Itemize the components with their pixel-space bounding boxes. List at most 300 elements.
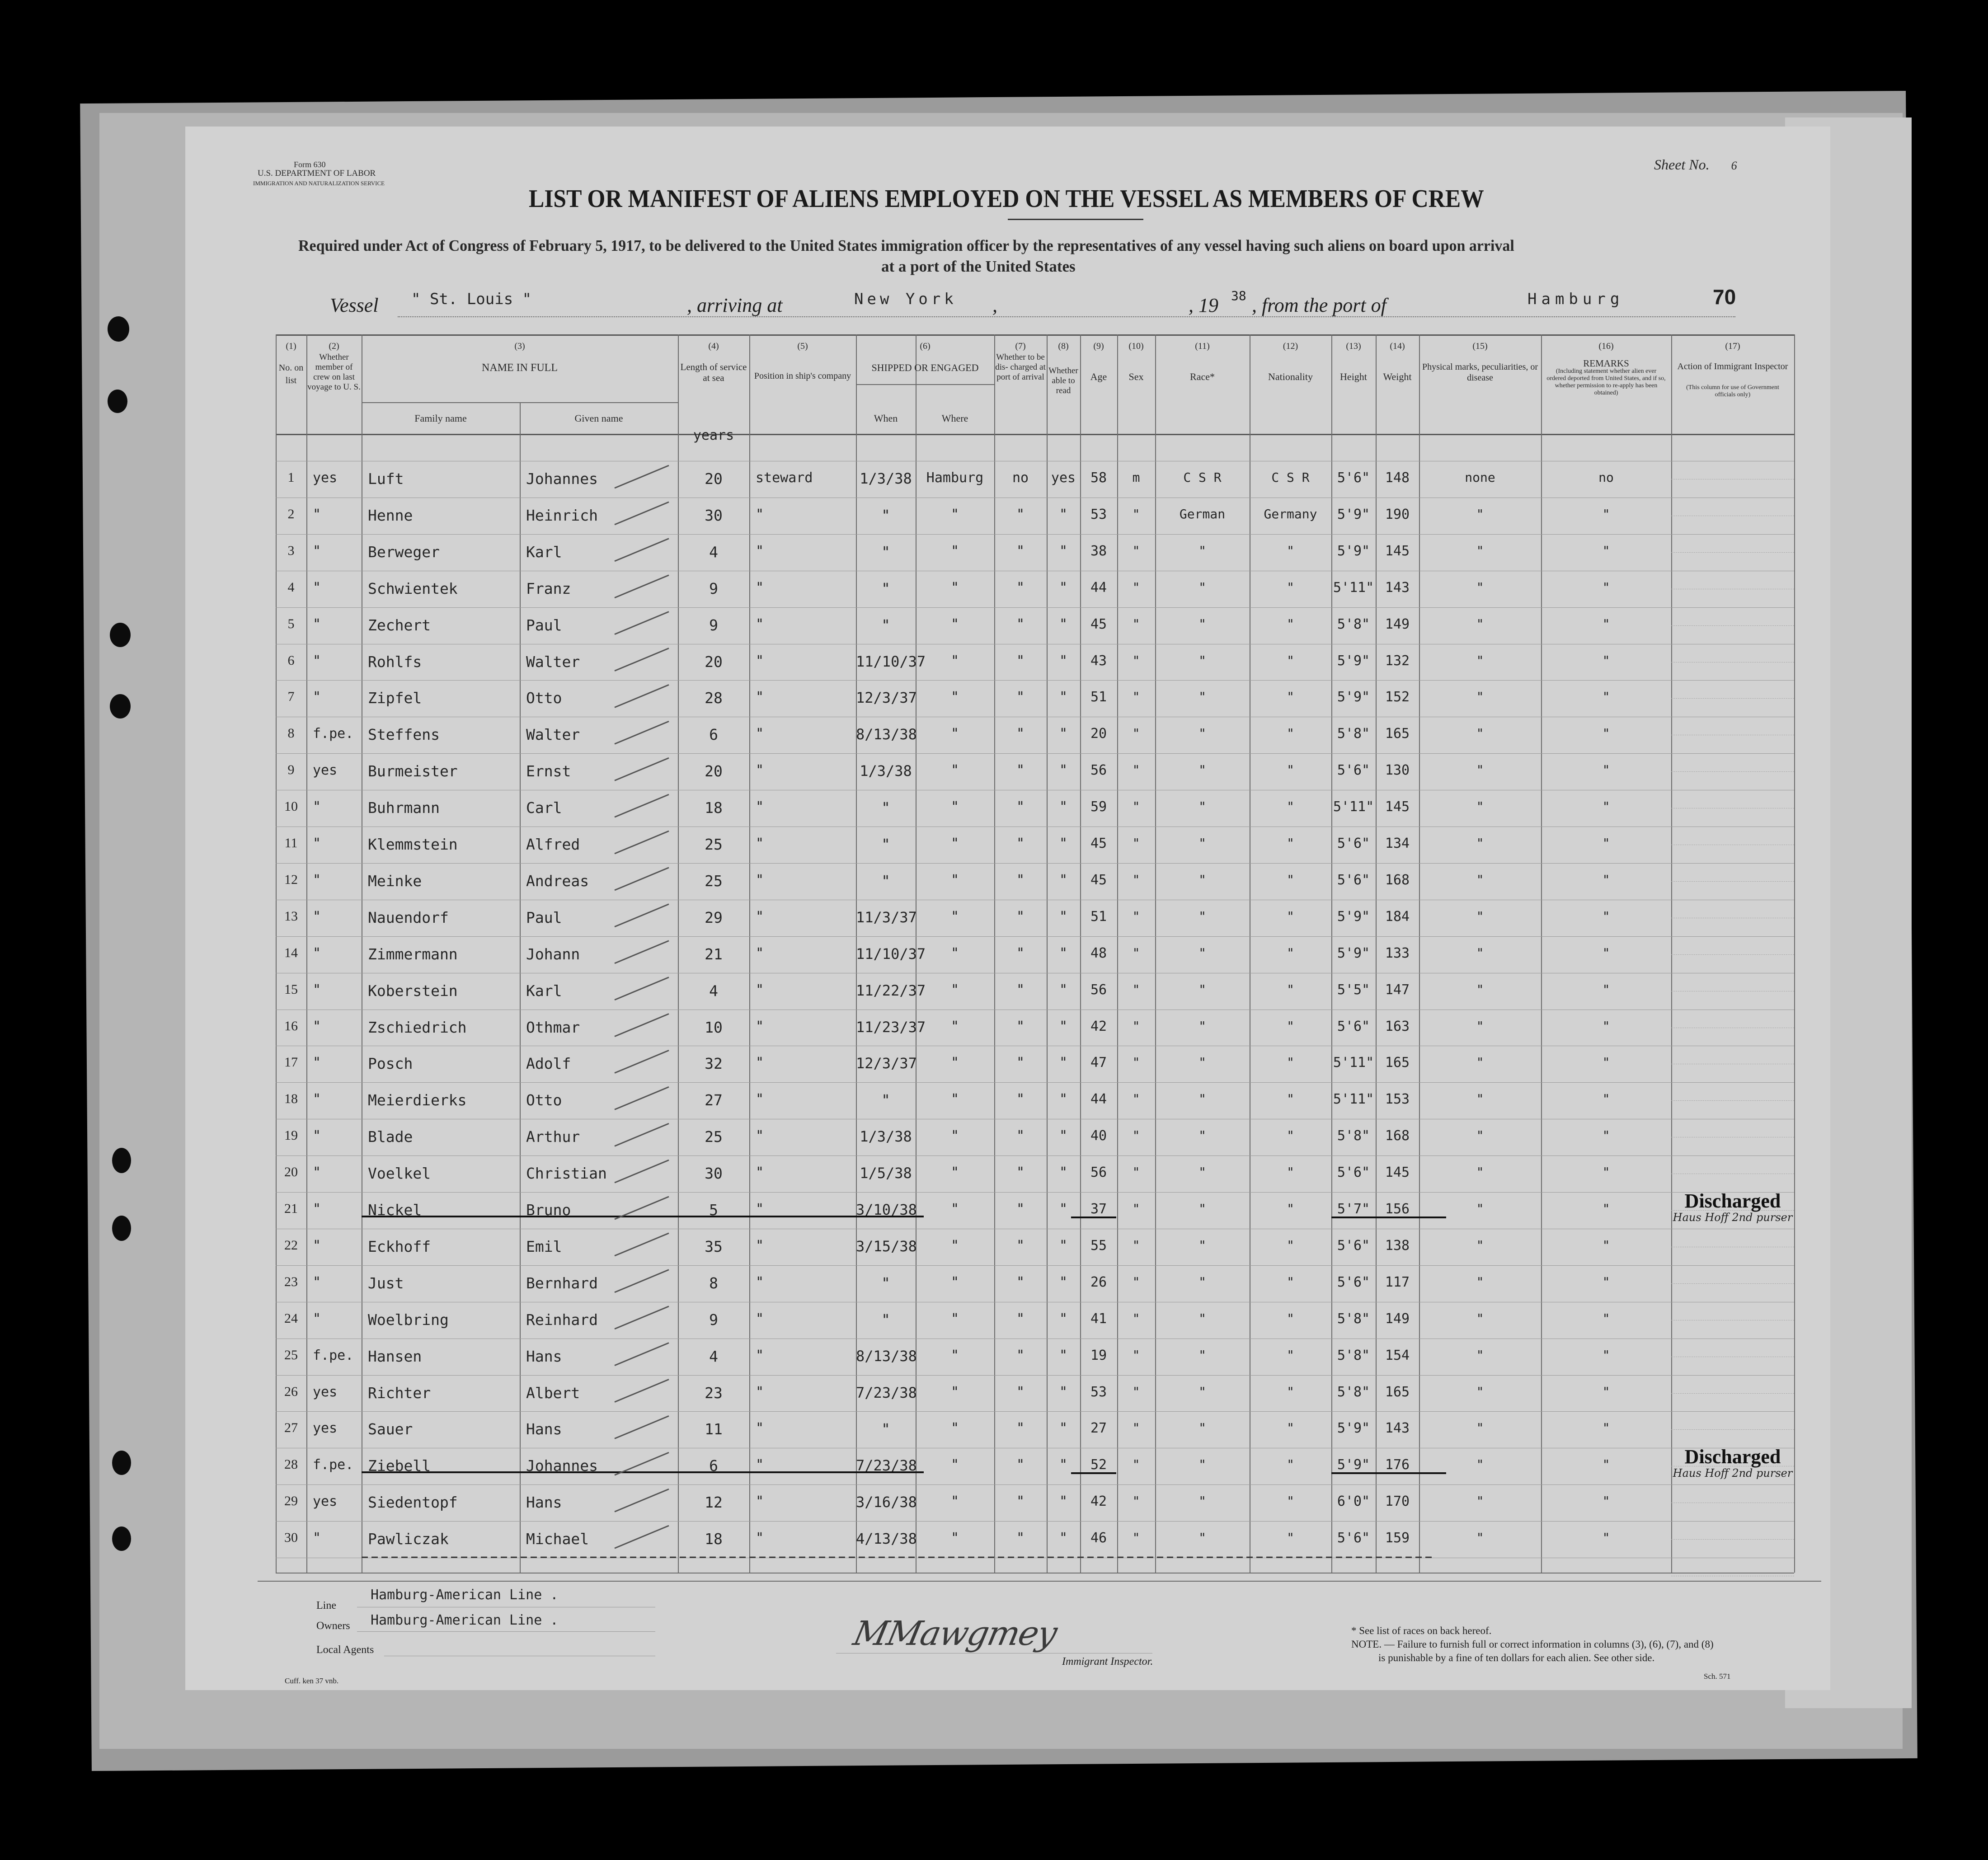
check-mark [615,1014,669,1037]
check-mark [615,1416,669,1438]
discharged-at-port: " [1016,1274,1025,1290]
binder-hole [112,1527,131,1551]
shipped-when: 11/22/37 [856,982,926,999]
crew-last-voyage: " [313,580,321,596]
shipped-where: " [950,982,959,998]
age: 44 [1090,1091,1107,1107]
discharged-at-port: " [1016,689,1025,705]
family-name: Hansen [368,1348,422,1365]
family-name: Blade [368,1128,413,1146]
given-name: Johann [526,945,580,963]
physical-marks: " [1476,1165,1484,1179]
race: " [1198,726,1206,741]
able-to-read: " [1059,872,1068,888]
height: 5'9" [1337,543,1370,559]
physical-marks: " [1476,982,1484,997]
sex: " [1132,982,1140,997]
column-number: (5) [797,341,808,351]
race: " [1198,1348,1206,1362]
position: " [756,543,764,559]
remarks: " [1602,1420,1610,1435]
given-name: Adolf [526,1055,571,1072]
crew-last-voyage: yes [313,1384,338,1400]
shipped-when: 11/10/37 [856,945,926,963]
crew-last-voyage: f.pe. [313,726,354,742]
age: 53 [1090,1384,1107,1400]
position: " [756,1274,764,1290]
length-of-service: 4 [709,982,718,1000]
remarks: " [1602,872,1610,887]
crew-count: 70 [1713,285,1736,309]
able-to-read: " [1059,1165,1068,1180]
manifest-page [185,127,1830,1690]
arriving-port: New York [854,290,957,308]
height: 5'11" [1333,799,1374,815]
remarks: " [1602,653,1610,668]
crew-last-voyage: f.pe. [313,1348,354,1363]
sheet-no-label: Sheet No. [1654,156,1710,173]
height: 5'5" [1337,982,1370,998]
length-of-service: 21 [705,945,723,963]
shipped-where: " [950,1420,959,1436]
given-name: Hans [526,1420,562,1438]
shipped-where: " [950,1055,959,1071]
race: " [1198,616,1206,631]
physical-marks: " [1476,909,1484,924]
physical-marks: " [1476,1457,1484,1472]
given-name: Ernst [526,762,571,780]
discharged-at-port: " [1016,1457,1025,1473]
header-shipped-when: When [874,413,898,424]
nationality: " [1287,1055,1294,1070]
physical-marks: " [1476,1348,1484,1362]
height: 5'6" [1337,470,1370,486]
row-number: 29 [284,1494,298,1508]
header-able-to-read: Whether able to read [1048,366,1078,395]
discharged-at-port: " [1016,1238,1025,1254]
given-name: Paul [526,616,562,634]
race: " [1198,762,1206,777]
remarks: " [1602,982,1610,997]
shipped-where: " [950,1494,959,1509]
remarks: " [1602,1530,1610,1545]
remarks: " [1602,1311,1610,1326]
arriving-label: , arriving at [687,294,783,316]
length-of-service: 29 [705,909,723,926]
age: 45 [1090,836,1107,851]
weight: 148 [1385,470,1410,486]
given-name: Johannes [526,1457,598,1475]
position: " [756,1238,764,1254]
discharged-at-port: " [1016,1091,1025,1107]
physical-marks: " [1476,1384,1484,1399]
able-to-read: " [1059,1494,1068,1509]
nationality: " [1287,836,1294,850]
physical-marks: " [1476,543,1484,558]
race: " [1198,653,1206,668]
nationality: " [1287,945,1294,960]
crew-last-voyage: " [313,1274,321,1290]
column-number: (6) [920,341,931,351]
position: steward [756,470,813,486]
header-sex: Sex [1128,371,1144,382]
family-name: Burmeister [368,762,458,780]
nationality: " [1287,1420,1294,1435]
header-given-name: Given name [574,413,623,424]
row-number: 7 [287,689,295,704]
position: " [756,1420,764,1436]
weight: 143 [1385,580,1410,596]
family-name: Richter [368,1384,431,1402]
crew-last-voyage: " [313,945,321,961]
age: 59 [1090,799,1107,815]
race: " [1198,1384,1206,1399]
given-name: Walter [526,653,580,671]
able-to-read: " [1059,799,1068,815]
weight: 176 [1385,1457,1410,1473]
length-of-service: 25 [705,1128,723,1146]
nationality: " [1287,1348,1294,1362]
row-number: 22 [284,1238,298,1253]
position: " [756,726,764,742]
year-label: , 19 [1189,294,1218,316]
given-name: Johannes [526,470,598,488]
able-to-read: yes [1051,470,1076,486]
crew-last-voyage: " [313,1128,321,1144]
age: 20 [1090,726,1107,742]
crew-last-voyage: " [313,836,321,851]
discharged-at-port: " [1016,507,1025,522]
column-number: (7) [1015,341,1026,351]
height: 5'8" [1337,1384,1370,1400]
check-mark [615,465,669,488]
nationality: " [1287,1457,1294,1472]
row-number: 15 [284,982,298,997]
shipped-where: " [950,1274,959,1290]
length-of-service: 20 [705,470,723,488]
sex: m [1132,470,1140,485]
age: 55 [1090,1238,1107,1254]
row-number: 12 [284,872,298,887]
family-name: Schwientek [368,580,458,597]
discharged-at-port: " [1016,1201,1025,1217]
family-name: Posch [368,1055,413,1072]
physical-marks: " [1476,1274,1484,1289]
remarks: " [1602,1019,1610,1033]
family-name: Zschiedrich [368,1019,467,1036]
row-number: 8 [287,726,295,741]
row-number: 2 [287,507,295,521]
race: " [1198,836,1206,850]
sex: " [1132,1384,1140,1399]
age: 40 [1090,1128,1107,1144]
check-mark [615,1270,669,1292]
discharged-at-port: " [1016,1165,1025,1180]
length-of-service: 35 [705,1238,723,1255]
weight: 153 [1385,1091,1410,1107]
manifest-title: LIST OR MANIFEST OF ALIENS EMPLOYED ON THE VESSEL AS MEMBERS OF CREW [529,185,1484,213]
column-number: (13) [1346,341,1361,351]
sex: " [1132,945,1140,960]
position: " [756,507,764,522]
weight: 154 [1385,1348,1410,1363]
physical-marks: " [1476,1055,1484,1070]
remarks: " [1602,1238,1610,1253]
physical-marks: " [1476,1494,1484,1508]
remarks: no [1598,470,1614,485]
shipped-when: " [881,1420,890,1437]
row-number: 17 [284,1055,298,1070]
shipped-when: " [881,616,890,634]
physical-marks: " [1476,1019,1484,1033]
from-port-label: , from the port of [1252,294,1386,316]
race: C S R [1183,470,1222,485]
physical-marks: " [1476,872,1484,887]
race: " [1198,1055,1206,1070]
nationality: " [1287,762,1294,777]
age: 56 [1090,762,1107,778]
sex: " [1132,1348,1140,1362]
crew-last-voyage: " [313,1201,321,1217]
race: " [1198,945,1206,960]
check-mark [615,685,669,707]
sex: " [1132,689,1140,704]
inspector-signature: MMawgmey [850,1614,1060,1653]
shipped-where: " [950,543,959,559]
sex: " [1132,507,1140,521]
able-to-read: " [1059,1530,1068,1546]
shipped-where: " [950,1311,959,1327]
physical-marks: " [1476,1530,1484,1545]
shipped-where: " [950,653,959,669]
discharged-at-port: " [1016,1311,1025,1327]
weight: 190 [1385,507,1410,522]
family-name: Ziebell [368,1457,431,1475]
header-height: Height [1340,371,1367,382]
shipped-when: 12/3/37 [856,1055,917,1072]
remarks: " [1602,1494,1610,1508]
family-name: Eckhoff [368,1238,431,1255]
nationality: " [1287,616,1294,631]
crew-last-voyage: " [313,1238,321,1254]
vessel-label: Vessel [330,294,379,316]
position: " [756,1055,764,1071]
shipped-when: 11/10/37 [856,653,926,670]
physical-marks: " [1476,726,1484,741]
physical-marks: " [1476,1091,1484,1106]
sex: " [1132,1165,1140,1179]
given-name: Emil [526,1238,562,1255]
family-name: Nickel [368,1201,422,1219]
position: " [756,1348,764,1363]
age: 44 [1090,580,1107,596]
sex: " [1132,1530,1140,1545]
column-number: (16) [1598,341,1614,351]
shipped-when: " [881,836,890,853]
nationality: " [1287,1384,1294,1399]
age: 56 [1090,982,1107,998]
nationality: " [1287,1274,1294,1289]
able-to-read: " [1059,762,1068,778]
row-number: 9 [287,762,295,777]
weight: 134 [1385,836,1410,851]
shipped-when: 11/3/37 [856,909,917,926]
check-mark [615,831,669,854]
row-number: 30 [284,1530,298,1545]
race: " [1198,1019,1206,1033]
nationality: " [1287,543,1294,558]
header-remarks: REMARKS [1583,358,1629,369]
sex: " [1132,1019,1140,1033]
column-number: (4) [708,341,719,351]
sex: " [1132,1201,1140,1216]
check-mark [615,1087,669,1109]
discharged-at-port: " [1016,982,1025,998]
weight: 145 [1385,1165,1410,1180]
header-race: Race* [1190,371,1215,382]
shipped-where: " [950,507,959,522]
height: 5'9" [1337,909,1370,925]
shipped-when: " [881,1091,890,1108]
crew-last-voyage: yes [313,470,338,486]
sex: " [1132,543,1140,558]
shipped-where: " [950,836,959,851]
age: 45 [1090,616,1107,632]
position: " [756,1494,764,1509]
race: " [1198,1091,1206,1106]
height: 5'6" [1337,836,1370,851]
shipped-where: " [950,1128,959,1144]
column-number: (15) [1472,341,1488,351]
crew-last-voyage: yes [313,1494,338,1509]
age: 45 [1090,872,1107,888]
family-name: Meinke [368,872,422,890]
position: " [756,1384,764,1400]
length-of-service: 25 [705,872,723,890]
age: 42 [1090,1019,1107,1034]
length-of-service: 30 [705,507,723,524]
able-to-read: " [1059,1457,1068,1473]
shipped-when: " [881,1311,890,1328]
shipped-where: " [950,799,959,815]
height: 5'8" [1337,1348,1370,1363]
age: 53 [1090,507,1107,522]
sex: " [1132,653,1140,668]
shipped-where: " [950,1348,959,1363]
shipped-when: " [881,507,890,524]
able-to-read: " [1059,580,1068,596]
able-to-read: " [1059,1201,1068,1217]
length-of-service: 8 [709,1274,718,1292]
position: " [756,1457,764,1473]
height: 5'8" [1337,726,1370,742]
weight: 184 [1385,909,1410,925]
discharged-at-port: " [1016,1019,1025,1034]
family-name: Nauendorf [368,909,449,926]
remarks: " [1602,1165,1610,1179]
age: 51 [1090,689,1107,705]
check-mark [615,794,669,817]
length-of-service: 4 [709,1348,718,1365]
column-number: (11) [1195,341,1210,351]
age: 42 [1090,1494,1107,1509]
able-to-read: " [1059,726,1068,742]
position: " [756,909,764,925]
row-number: 14 [284,945,298,960]
weight: 149 [1385,1311,1410,1327]
discharged-at-port: " [1016,872,1025,888]
weight: 132 [1385,653,1410,669]
shipped-where: " [950,616,959,632]
header-length-of-service: Length of service at sea [680,362,747,383]
shipped-where: " [950,1238,959,1254]
check-mark [615,941,669,963]
position: " [756,1091,764,1107]
discharged-at-port: " [1016,1128,1025,1144]
length-of-service: 9 [709,1311,718,1329]
shipped-where: " [950,580,959,596]
sex: " [1132,1457,1140,1472]
able-to-read: " [1059,1019,1068,1034]
length-of-service: 9 [709,616,718,634]
family-name: Siedentopf [368,1494,458,1511]
weight: 168 [1385,1128,1410,1144]
height: 6'0" [1337,1494,1370,1509]
race: " [1198,1165,1206,1179]
physical-marks: " [1476,1238,1484,1253]
weight: 147 [1385,982,1410,998]
nationality: " [1287,872,1294,887]
discharged-at-port: " [1016,1494,1025,1509]
row-number: 23 [284,1274,298,1289]
check-mark [615,1233,669,1256]
age: 51 [1090,909,1107,925]
physical-marks: " [1476,1201,1484,1216]
height: 5'6" [1337,1238,1370,1254]
check-mark [615,575,669,598]
sex: " [1132,1128,1140,1143]
age: 58 [1090,470,1107,486]
shipped-when: 1/5/38 [860,1165,912,1182]
height: 5'6" [1337,762,1370,778]
check-mark [615,758,669,780]
height: 5'6" [1337,1019,1370,1034]
position: " [756,1128,764,1144]
height: 5'8" [1337,616,1370,632]
weight: 149 [1385,616,1410,632]
length-of-service: 11 [705,1420,723,1438]
column-number: (10) [1128,341,1144,351]
discharged-at-port: " [1016,1530,1025,1546]
subtitle-line-2: at a port of the United States [881,258,1076,275]
inspector-label: Immigrant Inspector. [1062,1656,1153,1667]
position: " [756,836,764,851]
discharged-at-port: " [1016,799,1025,815]
shipped-where: " [950,909,959,925]
header-inspector-detail: (This column for use of Government officials only) [1686,384,1779,398]
sex: " [1132,726,1140,741]
physical-marks: " [1476,1128,1484,1143]
header-crew-last-voyage: Whether member of crew on last voyage to U. S. [307,352,361,392]
header-inspector-action: Action of Immigrant Inspector [1677,362,1788,371]
crew-last-voyage: yes [313,762,338,778]
given-name: Albert [526,1384,580,1402]
age: 43 [1090,653,1107,669]
shipped-where: " [950,872,959,888]
crew-last-voyage: " [313,799,321,815]
length-of-service: 12 [705,1494,723,1511]
remarks: " [1602,762,1610,777]
